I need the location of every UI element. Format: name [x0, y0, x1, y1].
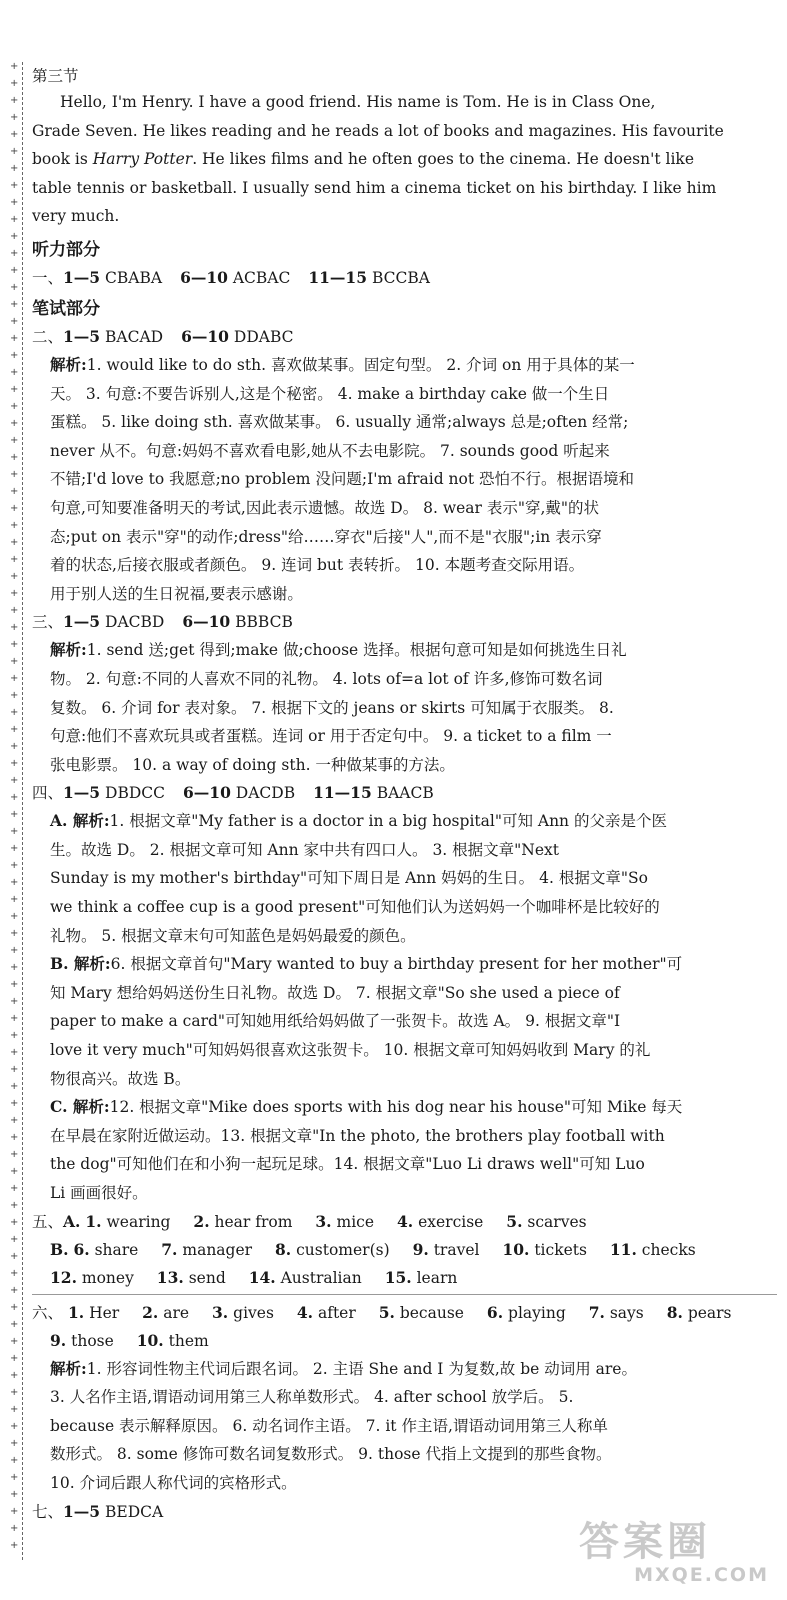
answer-key: DACBD	[105, 613, 165, 632]
answer-key: ACBAC	[232, 268, 291, 287]
binding-tick: +	[10, 180, 19, 191]
item-number: 3.	[315, 1211, 332, 1231]
binding-tick: +	[10, 1302, 19, 1313]
binding-tick: +	[10, 928, 19, 939]
answer-word: pears	[687, 1303, 732, 1322]
binding-tick: +	[10, 1438, 19, 1449]
binding-tick: +	[10, 979, 19, 990]
answer-word: after	[317, 1303, 356, 1322]
binding-tick: +	[10, 231, 19, 242]
binding-tick: +	[10, 1132, 19, 1143]
range: 6—10	[182, 612, 231, 632]
answer-word: customer(s)	[296, 1240, 390, 1259]
explanation-line: 数形式。 8. some 修饰可数名词复数形式。 9. those 代指上文提到的那些食物。	[50, 1445, 612, 1464]
explanation-label: 解析:	[50, 354, 87, 374]
part-number: 七、	[32, 1502, 64, 1521]
binding-tick: +	[10, 792, 19, 803]
answer-word: says	[609, 1303, 644, 1322]
binding-tick: +	[10, 1387, 19, 1398]
answer-key: BBBCB	[235, 613, 293, 632]
binding-tick: +	[10, 78, 19, 89]
item-number: 10.	[502, 1239, 530, 1259]
binding-tick: +	[10, 1353, 19, 1364]
range: 6—10	[181, 326, 229, 346]
part-number: 五、	[32, 1212, 64, 1231]
item-number: 7.	[161, 1239, 178, 1259]
item-number: 2.	[142, 1302, 159, 1322]
item-number: 2.	[193, 1211, 210, 1231]
watermark-url: MXQE.COM	[634, 1564, 769, 1586]
watermark-text: 答案圈	[579, 1519, 711, 1565]
explanation-line: 句意:他们不喜欢玩具或者蛋糕。连词 or 用于否定句中。 9. a ticket to a film 一	[50, 727, 612, 746]
item-number: 10.	[136, 1330, 164, 1350]
explanation-line: love it very much"可知妈妈很喜欢这张贺卡。 10. 根据文章可知妈妈收到 Mary 的礼	[50, 1041, 651, 1060]
explanation-text: 12. 根据文章"Mike does sports with his dog near his house"可知 Mike 每天	[109, 1098, 683, 1117]
binding-tick: +	[10, 1149, 19, 1160]
binding-tick: +	[10, 571, 19, 582]
part-number: 四、	[32, 784, 64, 803]
part3-answers	[32, 608, 777, 636]
binding-tick: +	[10, 656, 19, 667]
binding-tick: +	[10, 911, 19, 922]
answer-key: BCCBA	[371, 268, 430, 287]
explanation-line: we think a coffee cup is a good present"可知他们认为送妈妈一个咖啡杯是比较好的	[50, 898, 660, 917]
explanation-text: 1. 形容词性物主代词后跟名词。 2. 主语 She and I 为复数,故 be 动词用 are。	[86, 1359, 637, 1378]
explanation-line: never 从不。句意:妈妈不喜欢看电影,她从不去电影院。 7. sounds good 听起来	[50, 441, 610, 460]
writing-title: 笔试部分	[32, 298, 100, 319]
binding-tick: +	[10, 299, 19, 310]
item-number: 5.	[378, 1302, 395, 1322]
binding-tick: +	[10, 690, 19, 701]
range: 11—15	[313, 783, 372, 803]
item-number: 3.	[212, 1302, 229, 1322]
binding-tick: +	[10, 1319, 19, 1330]
part5-row-a	[32, 1208, 777, 1236]
range: 1—5	[63, 326, 101, 346]
item-number: 1.	[85, 1211, 102, 1231]
book-title: Harry Potter	[92, 150, 193, 169]
answer-key: BEDCA	[105, 1502, 164, 1521]
binding-tick: +	[10, 588, 19, 599]
binding-tick: +	[10, 1098, 19, 1109]
subsection-label: A.	[63, 1211, 81, 1231]
binding-tick: +	[10, 350, 19, 361]
binding-tick: +	[10, 1115, 19, 1126]
answer-word: wearing	[106, 1212, 171, 1231]
binding-tick: +	[10, 1268, 19, 1279]
answer-word: playing	[508, 1303, 566, 1322]
item-number: 8.	[666, 1302, 683, 1322]
passage-line: table tennis or basketball. I usually send him a cinema ticket on his birthday. I like him	[32, 178, 717, 197]
section3-title: 第三节	[32, 67, 79, 85]
item-number: 7.	[588, 1302, 605, 1322]
range: 1—5	[63, 783, 101, 803]
answer-key: CBABA	[105, 268, 163, 287]
item-number: 9.	[412, 1239, 429, 1259]
binding-tick: +	[10, 1166, 19, 1177]
binding-tick: +	[10, 962, 19, 973]
explanation-line	[50, 1093, 777, 1122]
binding-tick: +	[10, 1472, 19, 1483]
explanation-line: 复数。 6. 介词 for 表对象。 7. 根据下文的 jeans or skirts 可知属于衣服类。 8.	[50, 698, 614, 717]
binding-tick: +	[10, 877, 19, 888]
binding-tick: +	[10, 996, 19, 1007]
part6-row-2	[32, 1327, 777, 1355]
binding-tick: +	[10, 1081, 19, 1092]
explanation-line: 10. 介词后跟人称代词的宾格形式。	[50, 1473, 297, 1492]
binding-tick: +	[10, 129, 19, 140]
range: 11—15	[308, 267, 367, 287]
binding-tick: +	[10, 809, 19, 820]
passage-line	[32, 145, 777, 174]
binding-tick: +	[10, 1540, 19, 1551]
item-number: 12.	[50, 1267, 77, 1287]
binding-tick: +	[10, 248, 19, 259]
binding-tick: +	[10, 1455, 19, 1466]
explanation-line	[50, 1355, 777, 1384]
answer-word: exercise	[418, 1212, 484, 1231]
explanation-line: 态;put on 表示"穿"的动作;dress"给……穿衣"后接"人",而不是"衣服";in 表示穿	[50, 527, 602, 546]
item-number: 4.	[396, 1211, 414, 1231]
explanation-text: 1. send 送;get 得到;make 做;choose 选择。根据句意可知是如何挑选生日礼	[86, 641, 627, 660]
binding-tick: +	[10, 1404, 19, 1415]
part-number: 六、	[32, 1303, 64, 1322]
answer-word: mice	[336, 1212, 375, 1231]
part4-explanation	[32, 807, 777, 1207]
item-number: 13.	[156, 1267, 184, 1287]
explanation-line	[50, 950, 777, 979]
binding-tick: +	[10, 605, 19, 616]
answer-word: Her	[89, 1303, 120, 1322]
passage-line: very much.	[32, 207, 120, 226]
binding-tick: +	[10, 945, 19, 956]
binding-tick: +	[10, 316, 19, 327]
part6-explanation	[32, 1355, 777, 1498]
binding-tick: +	[10, 1013, 19, 1024]
binding-tick: +	[10, 486, 19, 497]
binding-tick: +	[10, 775, 19, 786]
explanation-line: 在早晨在家附近做运动。13. 根据文章"In the photo, the brothers play football with	[50, 1126, 665, 1145]
explanation-label: B. 解析:	[50, 954, 111, 974]
binding-tick: +	[10, 724, 19, 735]
passage-text: . He likes films and he often goes to the cinema. He doesn't like	[192, 150, 694, 169]
part6-row-1	[32, 1299, 777, 1327]
binding-tick: +	[10, 435, 19, 446]
binding-tick: +	[10, 469, 19, 480]
item-number: 9.	[50, 1330, 67, 1350]
binding-tick: +	[10, 1217, 19, 1228]
passage-line: Hello, I'm Henry. I have a good friend. His name is Tom. He is in Class One,	[60, 93, 656, 111]
item-number: 5.	[506, 1211, 523, 1231]
binding-tick: +	[10, 384, 19, 395]
explanation-label: C. 解析:	[50, 1097, 110, 1117]
explanation-label: 解析:	[50, 1358, 87, 1378]
item-number: 14.	[248, 1267, 276, 1287]
part5-row-b2	[32, 1264, 777, 1292]
binding-tick: +	[10, 367, 19, 378]
range: 1—5	[63, 1501, 101, 1521]
explanation-line: 知 Mary 想给妈妈送份生日礼物。故选 D。 7. 根据文章"So she used a piece of	[50, 983, 620, 1002]
explanation-line: 蛋糕。 5. like doing sth. 喜欢做某事。 6. usually 通常;always 总是;often 经常;	[50, 413, 629, 432]
binding-tick: +	[10, 333, 19, 344]
answer-word: tickets	[534, 1240, 587, 1259]
binding-tick: +	[10, 758, 19, 769]
binding-tick: +	[10, 95, 19, 106]
part2-explanation	[32, 351, 777, 608]
binding-tick: +	[10, 1523, 19, 1534]
explanation-line	[50, 807, 777, 836]
explanation-text: 1. would like to do sth. 喜欢做某事。固定句型。 2. 介词 on 用于具体的某一	[86, 355, 635, 374]
explanation-line: 用于别人送的生日祝福,要表示感谢。	[50, 584, 303, 603]
answer-word: Australian	[280, 1268, 362, 1287]
binding-tick: +	[10, 1234, 19, 1245]
explanation-line: 物很高兴。故选 B。	[50, 1069, 191, 1088]
explanation-line: 生。故选 D。 2. 根据文章可知 Ann 家中共有四口人。 3. 根据文章"Next	[50, 840, 559, 859]
binding-tick: +	[10, 894, 19, 905]
binding-tick: +	[10, 537, 19, 548]
explanation-text: 1. 根据文章"My father is a doctor in a big hospital"可知 Ann 的父亲是个医	[109, 812, 667, 831]
binding-tick: +	[10, 622, 19, 633]
watermark-logo	[579, 1520, 769, 1592]
binding-tick: +	[10, 452, 19, 463]
divider	[32, 1294, 777, 1295]
range: 1—5	[63, 267, 101, 287]
passage-text: book is	[32, 150, 93, 169]
binding-margin	[8, 62, 23, 1560]
answer-key: DDABC	[233, 327, 294, 346]
binding-tick: +	[10, 163, 19, 174]
explanation-line	[50, 351, 777, 380]
binding-tick: +	[10, 1421, 19, 1432]
part-number: 二、	[32, 327, 64, 346]
part2-answers	[32, 323, 777, 351]
subsection-label: B.	[50, 1239, 69, 1259]
binding-tick: +	[10, 265, 19, 276]
binding-tick: +	[10, 673, 19, 684]
answer-word: money	[81, 1268, 134, 1287]
explanation-line	[50, 636, 777, 665]
explanation-line: 着的状态,后接衣服或者颜色。 9. 连词 but 表转折。 10. 本题考查交际用语。	[50, 556, 585, 575]
range: 6—10	[180, 267, 228, 287]
listening-title: 听力部分	[32, 239, 100, 260]
part-number: 一、	[32, 268, 64, 287]
answer-word: them	[168, 1331, 209, 1350]
binding-tick: +	[10, 112, 19, 123]
item-number: 6.	[73, 1239, 90, 1259]
binding-tick: +	[10, 520, 19, 531]
binding-tick: +	[10, 1370, 19, 1381]
binding-tick: +	[10, 639, 19, 650]
explanation-line: Sunday is my mother's birthday"可知下周日是 Ann 妈妈的生日。 4. 根据文章"So	[50, 869, 648, 888]
binding-tick: +	[10, 214, 19, 225]
explanation-line: the dog"可知他们在和小狗一起玩足球。14. 根据文章"Luo Li draws well"可知 Luo	[50, 1155, 645, 1174]
explanation-line: 3. 人名作主语,谓语动词用第三人称单数形式。 4. after school 放学后。 5.	[50, 1388, 574, 1407]
answer-page	[32, 64, 777, 1526]
binding-tick: +	[10, 741, 19, 752]
binding-tick: +	[10, 554, 19, 565]
answer-word: share	[94, 1240, 139, 1259]
answer-key: BAACB	[376, 784, 434, 803]
part5-row-b	[32, 1236, 777, 1264]
binding-tick: +	[10, 418, 19, 429]
item-number: 11.	[609, 1239, 637, 1259]
item-number: 6.	[486, 1302, 504, 1322]
range: 6—10	[183, 783, 231, 803]
binding-tick: +	[10, 707, 19, 718]
explanation-label: A. 解析:	[50, 811, 110, 831]
answer-word: checks	[641, 1240, 696, 1259]
binding-tick: +	[10, 1251, 19, 1262]
answer-word: manager	[182, 1240, 253, 1259]
item-number: 1.	[67, 1302, 85, 1322]
binding-tick: +	[10, 1200, 19, 1211]
binding-tick: +	[10, 282, 19, 293]
binding-tick: +	[10, 826, 19, 837]
binding-tick: +	[10, 1506, 19, 1517]
binding-tick: +	[10, 401, 19, 412]
binding-tick: +	[10, 1030, 19, 1041]
binding-tick: +	[10, 1183, 19, 1194]
explanation-line: 句意,可知要准备明天的考试,因此表示遗憾。故选 D。 8. wear 表示"穿,戴"的状	[50, 498, 600, 517]
part-number: 三、	[32, 613, 64, 632]
explanation-line: 张电影票。 10. a way of doing sth. 一种做某事的方法。	[50, 755, 455, 774]
explanation-text: 6. 根据文章首句"Mary wanted to buy a birthday present for her mother"可	[110, 955, 683, 974]
binding-tick: +	[10, 146, 19, 157]
binding-tick: +	[10, 1489, 19, 1500]
explanation-line: Li 画画很好。	[50, 1184, 148, 1202]
item-number: 4.	[296, 1302, 314, 1322]
explanation-line: 礼物。 5. 根据文章末句可知蓝色是妈妈最爱的颜色。	[50, 926, 416, 945]
binding-tick: +	[10, 1336, 19, 1347]
answer-word: hear from	[214, 1212, 293, 1231]
passage-line: Grade Seven. He likes reading and he reads a lot of books and magazines. His favourite	[32, 121, 724, 140]
binding-tick: +	[10, 1064, 19, 1075]
binding-tick: +	[10, 860, 19, 871]
item-number: 15.	[384, 1267, 412, 1287]
explanation-label: 解析:	[50, 640, 87, 660]
listening-answers	[32, 264, 777, 292]
binding-tick: +	[10, 1285, 19, 1296]
binding-tick: +	[10, 843, 19, 854]
explanation-line: paper to make a card"可知她用纸给妈妈做了一张贺卡。故选 A。 9. 根据文章"I	[50, 1012, 621, 1031]
answer-word: because	[399, 1303, 464, 1322]
answer-word: learn	[416, 1268, 458, 1287]
answer-word: scarves	[527, 1212, 587, 1231]
item-number: 8.	[275, 1239, 292, 1259]
binding-tick: +	[10, 61, 19, 72]
answer-word: are	[163, 1303, 190, 1322]
explanation-line: 不错;I'd love to 我愿意;no problem 没问题;I'm afraid not 恐怕不行。根据语境和	[50, 470, 635, 489]
answer-word: travel	[433, 1240, 480, 1259]
answer-word: send	[188, 1268, 226, 1287]
answer-key: DBDCC	[105, 784, 165, 803]
explanation-line: because 表示解释原因。 6. 动名词作主语。 7. it 作主语,谓语动词用第三人称单	[50, 1416, 608, 1435]
part4-answers	[32, 779, 777, 807]
part3-explanation	[32, 636, 777, 779]
answer-key: DACDB	[235, 784, 296, 803]
explanation-line: 物。 2. 句意:不同的人喜欢不同的礼物。 4. lots of=a lot of 许多,修饰可数名词	[50, 669, 603, 688]
answer-word: those	[71, 1331, 114, 1350]
passage	[32, 88, 777, 231]
binding-tick: +	[10, 1047, 19, 1058]
answer-key: BACAD	[105, 327, 164, 346]
binding-tick: +	[10, 503, 19, 514]
binding-tick: +	[10, 197, 19, 208]
explanation-line: 天。 3. 句意:不要告诉别人,这是个秘密。 4. make a birthday cake 做一个生日	[50, 384, 610, 403]
range: 1—5	[63, 612, 101, 632]
answer-word: gives	[233, 1303, 274, 1322]
